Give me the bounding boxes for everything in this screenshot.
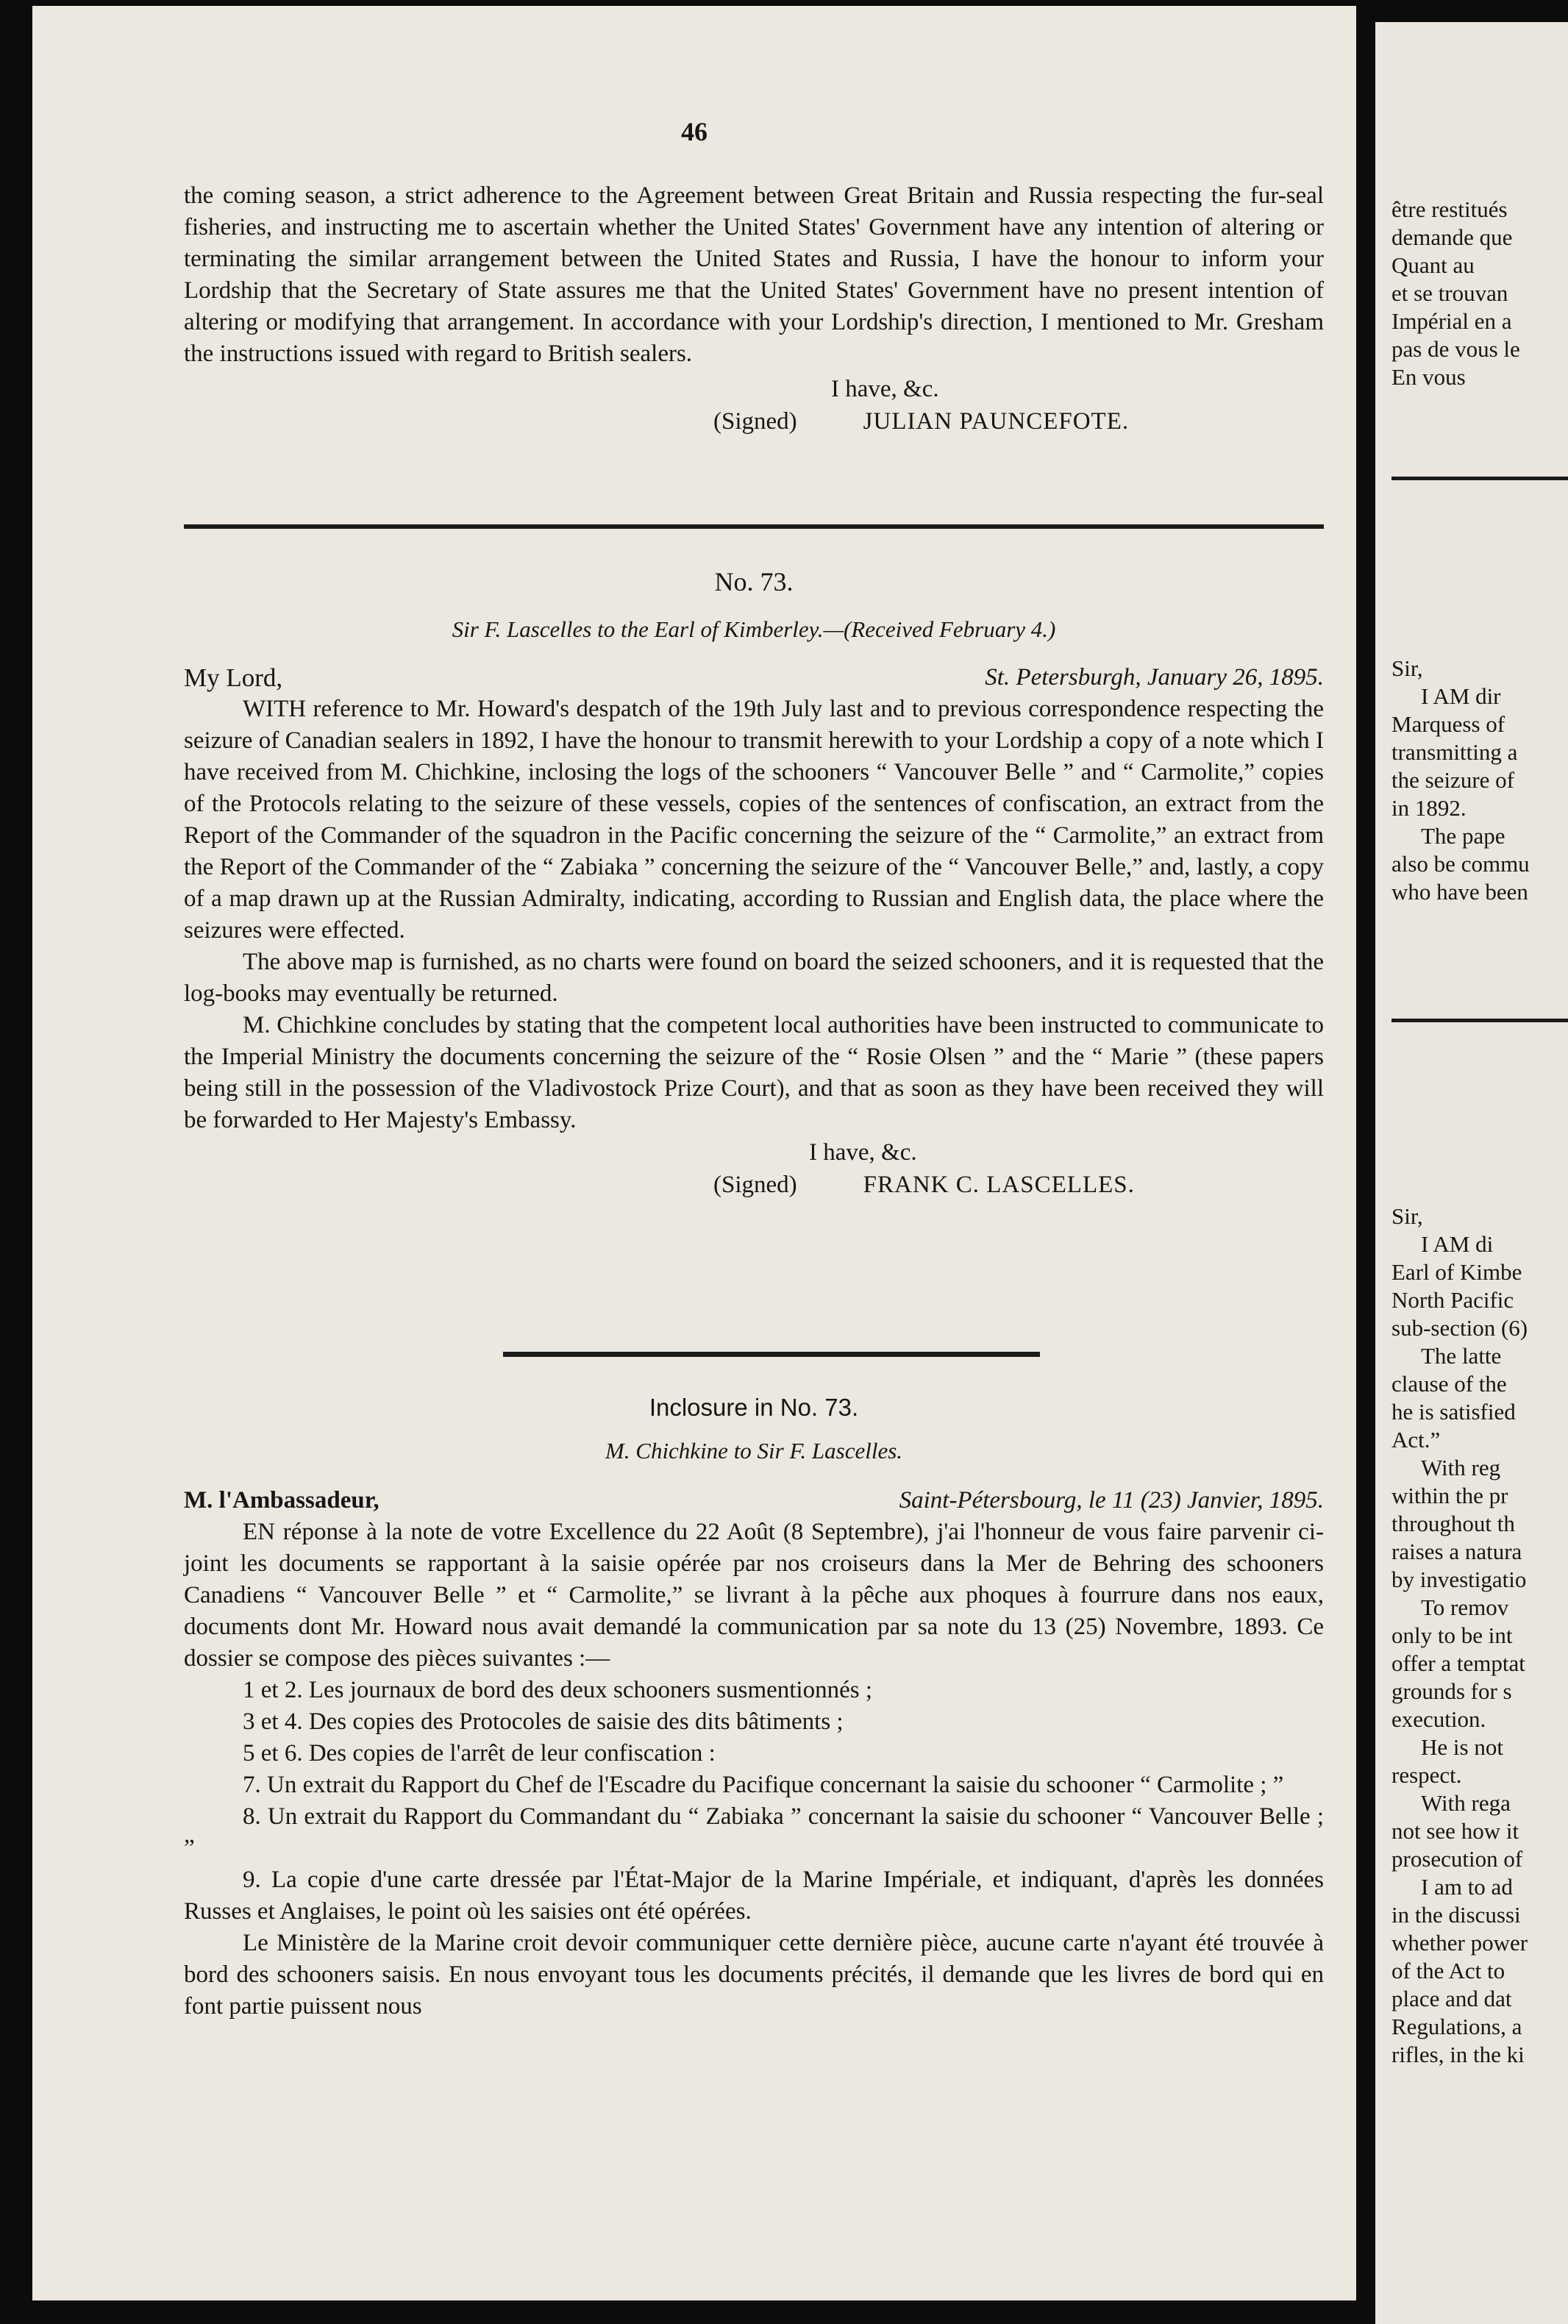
facing-line: pas de vous le — [1391, 336, 1520, 362]
salutation-row — [184, 662, 1324, 694]
signature: JULIAN PAUNCEFOTE. — [863, 408, 1130, 435]
facing-line: place and dat — [1391, 1986, 1512, 2011]
facing-line: not see how it — [1391, 1818, 1519, 1844]
facing-line: only to be int — [1391, 1622, 1513, 1648]
facing-line: Act.” — [1391, 1427, 1441, 1452]
facing-line: whether power — [1391, 1930, 1528, 1956]
facing-line: clause of the — [1391, 1371, 1507, 1397]
letter-no73 — [184, 566, 1324, 1201]
facing-line: the seizure of — [1391, 767, 1514, 793]
list-item: 7. Un extrait du Rapport du Chef de l'Escadre du Pacifique concernant la saisie du schooner “ Carmolite ; ” — [243, 1772, 1284, 1798]
inclosure-heading: Inclosure in No. 73. — [649, 1394, 859, 1421]
facing-line: by investigatio — [1391, 1566, 1527, 1592]
inclosure-paragraph: EN réponse à la note de votre Excellence du 22 Août (8 Septembre), j'ai l'honneur de vous faire parvenir ci-joint les documents se rapportant à la saisie opérée par nos croiseurs dans la Mer de Behring des schooners Canadiens “ Vancouver Belle ” et “ Carmolite,” se livrant à la pêche aux phoques à fourrure dans nos eaux, documents dont Mr. Howard nous avait demandé la communication par sa note du 13 (25) Novembre, 1893. Ce dossier se compose des pièces suivantes :— — [184, 1519, 1324, 1672]
facing-line: I am to ad — [1421, 1874, 1513, 1900]
list-item: 3 et 4. Des copies des Protocoles de saisie des dits bâtiments ; — [243, 1708, 844, 1735]
document-page — [32, 6, 1356, 2300]
facing-line: et se trouvan — [1391, 280, 1508, 306]
facing-line: I AM dir — [1421, 683, 1501, 709]
inclosure-paragraph: Le Ministère de la Marine croit devoir communiquer cette dernière pièce, aucune carte n'ayant été trouvée à bord des schooners saisis. En nous envoyant tous les documents précités, il demande que les livres de bord qui en font partie puissent nous — [184, 1930, 1324, 2020]
signature-block — [184, 1169, 1324, 1201]
letter-paragraph: The above map is furnished, as no charts were found on board the seized schooners, and it is requested that the log-books may eventually be returned. — [184, 949, 1324, 1007]
facing-line: of the Act to — [1391, 1958, 1505, 1983]
facing-line: I AM di — [1421, 1231, 1494, 1257]
facing-block-2 — [1375, 655, 1530, 906]
facing-line: En vous — [1391, 364, 1466, 390]
facing-line: sub-section (6) — [1391, 1315, 1528, 1341]
facing-line: He is not — [1421, 1734, 1503, 1760]
list-item: 5 et 6. Des copies de l'arrêt de leur confiscation : — [243, 1740, 716, 1767]
list-item: 8. Un extrait du Rapport du Commandant du “ Zabiaka ” concernant la saisie du schooner “ Vancouver Belle ; ” — [184, 1803, 1324, 1861]
facing-line: who have been — [1391, 879, 1528, 905]
document-list — [184, 1675, 1324, 1928]
dateline: Saint-Pétersbourg, le 11 (23) Janvier, 1895. — [899, 1487, 1324, 1514]
salutation-row — [184, 1485, 1324, 1516]
continuation-paragraph: the coming season, a strict adherence to the Agreement between Great Britain and Russia respecting the fur-seal fisheries, and instructing me to ascertain whether the United States' Government have any intention of altering or terminating the similar arrangement between the United States and Russia, I have the honour to inform your Lordship that the Secretary of State assures me that the United States' Government have no present intention of altering or modifying that arrangement. In accordance with your Lordship's direction, I mentioned to Mr. Gresham the instructions issued with regard to British sealers. — [184, 182, 1324, 367]
facing-line: raises a natura — [1391, 1539, 1522, 1564]
facing-line: Marquess of — [1391, 711, 1505, 737]
facing-line: execution. — [1391, 1706, 1486, 1732]
letter-title: Sir F. Lascelles to the Earl of Kimberley.—(Received February 4.) — [452, 616, 1056, 642]
facing-line: Sir, — [1391, 1203, 1423, 1229]
facing-line: rifles, in the ki — [1391, 2042, 1525, 2067]
facing-page-fragment — [1375, 22, 1568, 2324]
closing-formula: I have, &c. — [831, 376, 939, 402]
facing-line: With reg — [1421, 1455, 1501, 1480]
inclosure-no73 — [184, 1394, 1324, 2022]
salutation: M. l'Ambassadeur, — [184, 1487, 379, 1514]
facing-line: prosecution of — [1391, 1846, 1523, 1872]
facing-line: respect. — [1391, 1762, 1462, 1788]
facing-line: grounds for s — [1391, 1678, 1512, 1704]
signature: FRANK C. LASCELLES. — [863, 1172, 1135, 1198]
section-divider — [503, 1352, 1040, 1357]
facing-line: throughout th — [1391, 1511, 1515, 1536]
facing-line: Quant au — [1391, 252, 1475, 278]
facing-line: transmitting a — [1391, 739, 1518, 765]
dateline: St. Petersburgh, January 26, 1895. — [985, 664, 1324, 691]
facing-line: The pape — [1421, 823, 1505, 849]
signed-label: (Signed) — [713, 408, 797, 435]
facing-line: in the discussi — [1391, 1902, 1521, 1928]
facing-line: Regulations, a — [1391, 2014, 1522, 2039]
facing-line: être restitués — [1391, 196, 1508, 222]
facing-block-1 — [1375, 196, 1520, 391]
facing-line: Earl of Kimbe — [1391, 1259, 1522, 1285]
document-number: No. 73. — [714, 567, 794, 596]
list-item: 1 et 2. Les journaux de bord des deux schooners susmentionnés ; — [243, 1677, 873, 1703]
facing-line: With rega — [1421, 1790, 1511, 1816]
inclosure-subtitle: M. Chichkine to Sir F. Lascelles. — [605, 1438, 903, 1464]
salutation: My Lord, — [184, 663, 283, 692]
facing-line: Impérial en a — [1391, 308, 1512, 334]
facing-divider — [1375, 477, 1568, 480]
letter-paragraph: WITH reference to Mr. Howard's despatch of the 19th July last and to previous correspondence respecting the seizure of Canadian sealers in 1892, I have the honour to transmit herewith to your Lordship a copy of a note which I have received from M. Chichkine, inclosing the logs of the schooners “ Vancouver Belle ” and “ Carmolite,” copies of the Protocols relating to the seizure of these vessels, copies of the sentences of confiscation, an extract from the Report of the Commander of the squadron in the Pacific concerning the seizure of the “ Carmolite,” an extract from the Report of the Commander of the “ Zabiaka ” concerning the seizure of the “ Vancouver Belle,” and, lastly, a copy of a map drawn up at the Russian Admiralty, indicating, according to Russian and English data, the place where the seizures were effected. — [184, 696, 1324, 944]
facing-block-3 — [1375, 1202, 1528, 2069]
facing-line: also be commu — [1391, 851, 1530, 877]
facing-line: The latte — [1421, 1343, 1502, 1369]
facing-line: demande que — [1391, 224, 1513, 250]
facing-line: he is satisfied — [1391, 1399, 1516, 1425]
signed-label: (Signed) — [713, 1172, 797, 1198]
letter-paragraph: M. Chichkine concludes by stating that the competent local authorities have been instructed to communicate to the Imperial Ministry the documents concerning the seizure of the “ Rosie Olsen ” and the “ Marie ” (these papers being still in the possession of the Vladivostock Prize Court), and that as soon as they have been received they will be forwarded to Her Majesty's Embassy. — [184, 1012, 1324, 1133]
facing-line: within the pr — [1391, 1483, 1508, 1508]
facing-line: Sir, — [1391, 655, 1423, 681]
facing-line: North Pacific — [1391, 1287, 1514, 1313]
closing-formula: I have, &c. — [809, 1139, 917, 1166]
facing-line: in 1892. — [1391, 795, 1467, 821]
facing-line: offer a temptat — [1391, 1650, 1525, 1676]
page-number: 46 — [681, 117, 708, 146]
facing-line: To remov — [1421, 1594, 1509, 1620]
signature-block — [184, 405, 1324, 438]
section-divider — [184, 524, 1324, 529]
list-item: 9. La copie d'une carte dressée par l'État-Major de la Marine Impériale, et indiquant, d'après les données Russes et Anglaises, le point où les saisies ont été opérées. — [184, 1867, 1324, 1925]
facing-divider — [1375, 1019, 1568, 1022]
previous-letter-continuation — [184, 180, 1324, 438]
